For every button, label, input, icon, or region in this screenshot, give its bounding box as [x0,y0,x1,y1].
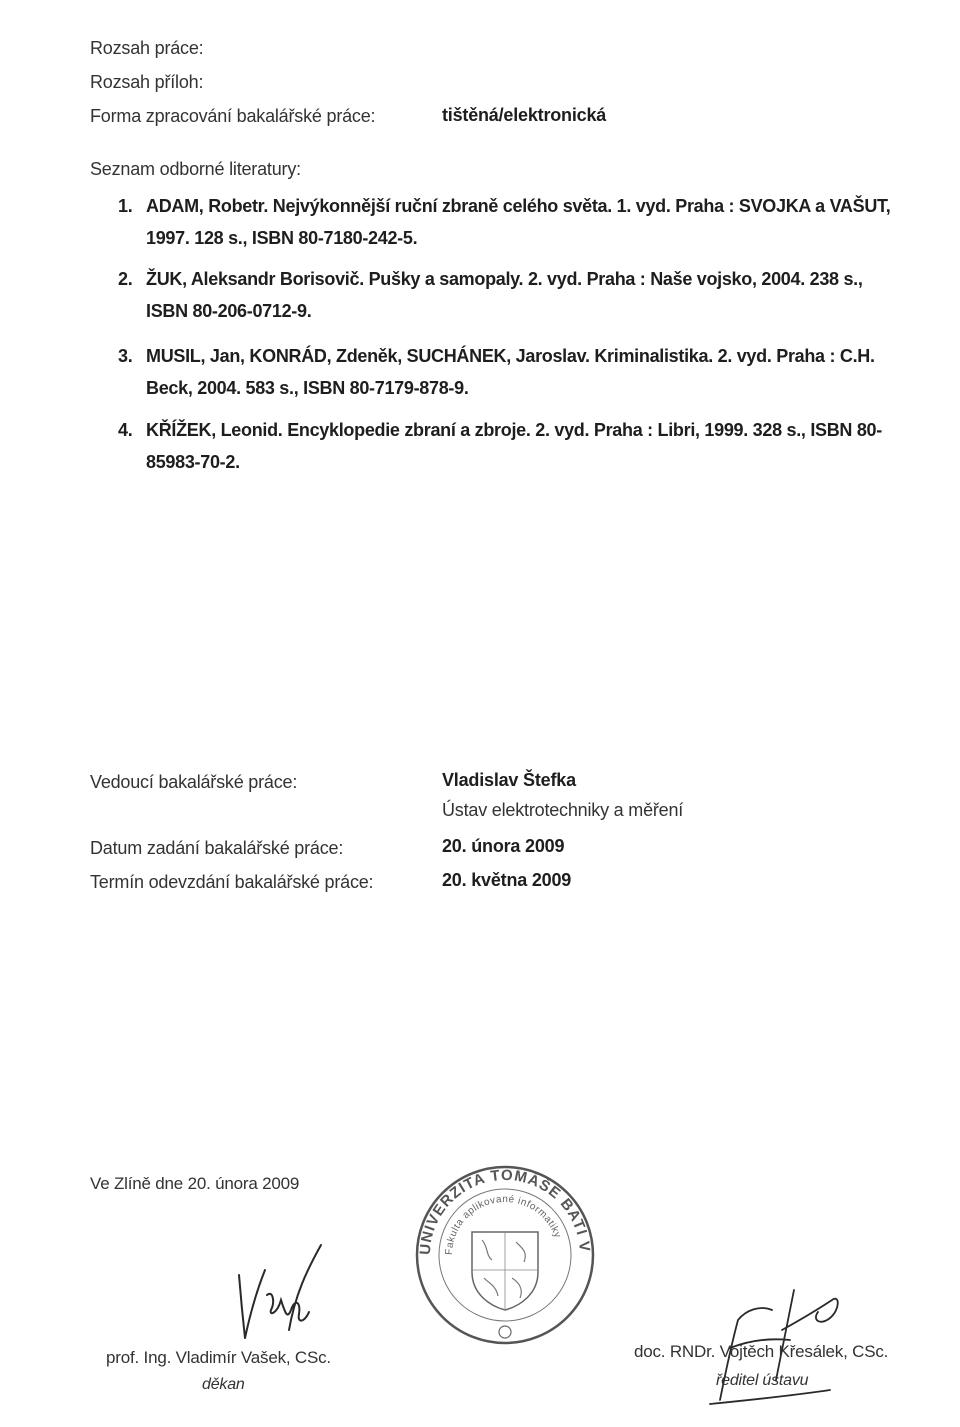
literature-item-number: 2. [118,269,133,289]
literature-item-text: ADAM, Robetr. Nejvýkonnější ruční zbraně celého světa. 1. vyd. Praha : SVOJKA a VAŠUT, 1997. 128 s., ISBN 80-7180-242-5. [146,196,891,248]
due-date-value: 20. května 2009 [442,870,572,890]
supervisor-label: Vedoucí bakalářské práce: [90,772,298,792]
dean-name: prof. Ing. Vladimír Vašek, CSc. [106,1348,331,1367]
literature-item-text: MUSIL, Jan, KONRÁD, Zdeněk, SUCHÁNEK, Jaroslav. Kriminalistika. 2. vyd. Praha : C.H. Beck, 2004. 583 s., ISBN 80-7179-878-9. [146,346,875,398]
dean-title: děkan [202,1376,245,1393]
supervisor-institute: Ústav elektrotechniky a měření [442,800,684,820]
assigned-date-label: Datum zadání bakalářské práce: [90,838,344,858]
literature-item-text: ŽUK, Aleksandr Borisovič. Pušky a samopaly. 2. vyd. Praha : Naše vojsko, 2004. 238 s., ISBN 80-206-0712-9. [146,269,863,321]
literature-item-number: 1. [118,196,133,216]
literature-item [118,340,898,404]
form-label: Forma zpracování bakalářské práce: [90,106,376,126]
stamp-inner-text: Fakulta aplikované informatiky [443,1193,563,1256]
literature-item [118,414,898,478]
attachments-label: Rozsah příloh: [90,72,204,92]
literature-heading: Seznam odborné literatury: [90,159,301,179]
director-name: doc. RNDr. Vojtěch Křesálek, CSc. [634,1342,889,1361]
form-value: tištěná/elektronická [442,105,607,125]
dean-signature [225,1240,345,1350]
supervisor-name: Vladislav Štefka [442,770,576,790]
literature-item [118,263,898,327]
literature-item [118,190,898,254]
literature-item-number: 3. [118,346,133,366]
director-title: ředitel ústavu [716,1372,809,1389]
scope-label: Rozsah práce: [90,38,204,58]
assigned-date-value: 20. února 2009 [442,836,565,856]
stamp-outer-text: UNIVERZITA TOMÁŠE BATI VE ZLÍNĚ [404,1147,594,1256]
due-date-label: Termín odevzdání bakalářské práce: [90,872,374,892]
literature-item-text: KŘÍŽEK, Leonid. Encyklopedie zbraní a zbroje. 2. vyd. Praha : Libri, 1999. 328 s., ISBN 80-85983-70-2. [146,420,882,472]
literature-item-number: 4. [118,420,133,440]
university-stamp [404,1147,600,1350]
place-date: Ve Zlíně dne 20. února 2009 [90,1174,300,1193]
